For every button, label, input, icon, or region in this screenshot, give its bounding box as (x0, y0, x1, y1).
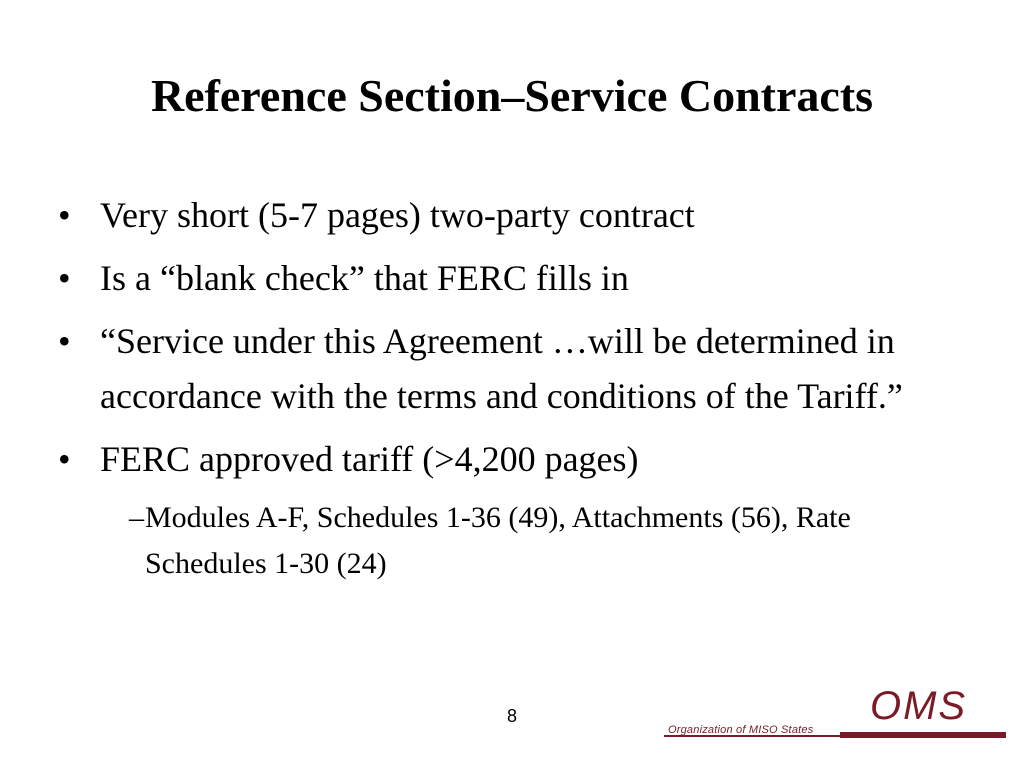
logo-wordmark: OMS (870, 684, 968, 728)
bullet-item (58, 314, 938, 424)
bullet-marker: • (58, 195, 71, 235)
bullet-text: Is a “blank check” that FERC fills in (100, 258, 629, 298)
bullet-marker: • (58, 321, 71, 361)
bullet-marker: • (58, 439, 71, 479)
bullet-text: Very short (5-7 pages) two-party contract (100, 195, 695, 235)
bullet-item (58, 188, 938, 243)
sub-bullet-list (58, 495, 938, 587)
oms-logo (664, 686, 1006, 742)
sub-bullet-marker: – (129, 501, 144, 534)
sub-bullet-text: Modules A-F, Schedules 1-36 (49), Attachments (56), Rate Schedules 1-30 (24) (145, 501, 851, 580)
sub-bullet-item (129, 495, 885, 587)
bullet-item (58, 251, 938, 306)
bullet-text: “Service under this Agreement …will be determined in accordance with the terms and conditions of the Tariff.” (100, 321, 903, 416)
slide-title: Reference Section–Service Contracts (150, 70, 874, 121)
bullet-list (58, 188, 938, 587)
bullet-text: FERC approved tariff (>4,200 pages) (100, 439, 639, 479)
sub-bullet-group (58, 495, 938, 587)
logo-caption: Organization of MISO States (668, 724, 814, 736)
page-number: 8 (506, 706, 517, 726)
bullet-marker: • (58, 258, 71, 298)
bullet-item (58, 432, 938, 487)
